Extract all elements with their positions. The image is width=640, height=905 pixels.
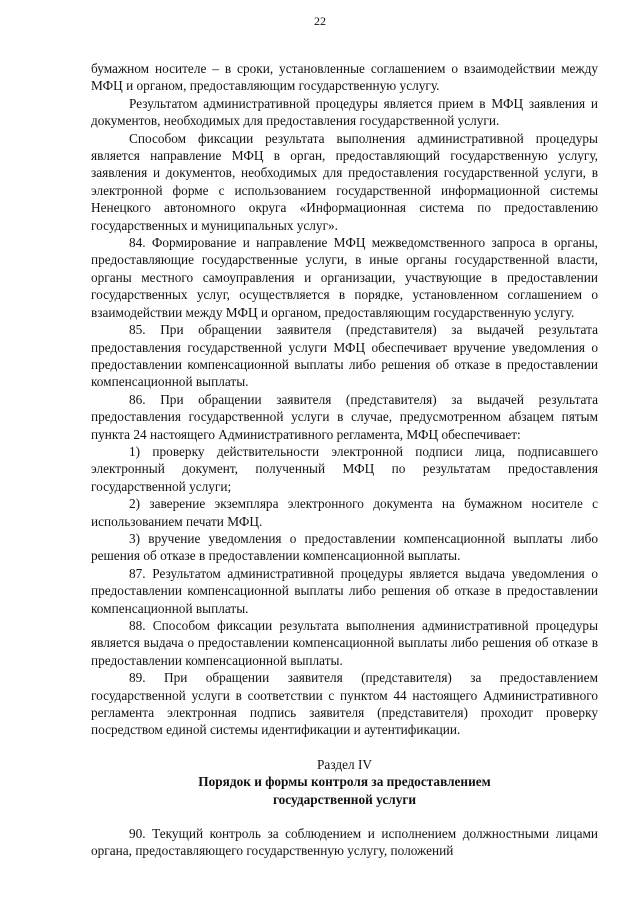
paragraph-p86: 86. При обращении заявителя (представителя) за выдачей результата предоставления государственной услуги в случае, предусмотренном абзацем пятым пункта 24 настоящего Административного регламента, МФЦ обеспечивает: <box>91 391 598 442</box>
top-paragraphs <box>91 60 598 739</box>
paragraph-p88: 88. Способом фиксации результата выполнения административной процедуры является выдача о предоставлении компенсационной выплаты либо решения об отказе в предоставлении компенсационной выплаты. <box>91 618 598 668</box>
paragraph-p90: 90. Текущий контроль за соблюдением и исполнением должностными лицами органа, предоставляющего государственную услугу, положений <box>91 826 598 859</box>
paragraph-p86-2: 2) заверение экземпляра электронного документа на бумажном носителе с использованием печати МФЦ. <box>91 496 598 529</box>
paragraph-p2: Способом фиксации результата выполнения административной процедуры является направление МФЦ в орган, предоставляющий государственную услугу, заявления и документов, необходимых для предоставления государственной услуги, в электронной форме с использованием государственной информационной системы Ненецкого автономного округа «Информационная система по предоставлению государственных и муниципальных услуг». <box>91 130 598 233</box>
section-number: Раздел IV <box>317 756 372 772</box>
document-body <box>91 60 598 860</box>
paragraph-p86-3: 3) вручение уведомления о предоставлении компенсационной выплаты либо решения об отказе в предоставлении компенсационной выплаты. <box>91 530 598 564</box>
paragraph-p0: бумажном носителе – в сроки, установленные соглашением о взаимодействии между МФЦ и органом, предоставляющим государственную услугу. <box>91 61 598 94</box>
paragraph-p1: Результатом административной процедуры является прием в МФЦ заявления и документов, необходимых для предоставления государственной услуги. <box>91 95 598 129</box>
paragraph-p87: 87. Результатом административной процедуры является выдача уведомления о предоставлении компенсационной выплаты либо решения об отказе в предоставлении компенсационной выплаты. <box>91 565 598 616</box>
section-heading <box>91 756 598 808</box>
section-title: Порядок и формы контроля за предоставлением государственной услуги <box>198 774 491 807</box>
page-number: 22 <box>314 14 326 28</box>
bottom-paragraphs <box>91 825 598 860</box>
paragraph-p84: 84. Формирование и направление МФЦ межведомственного запроса в органы, предоставляющие государственные услуги, в иные органы государственной власти, органы местного самоуправления и организации, участвующие в предоставлении государственных услуг, осуществляется в порядке, установленном соглашением о взаимодействии между МФЦ и органом, предоставляющим государственную услугу. <box>91 235 598 320</box>
paragraph-p89: 89. При обращении заявителя (представителя) за предоставлением государственной услуги в соответствии с пунктом 44 настоящего Административного регламента электронная подпись заявителя (представителя) проходит проверку посредством единой системы идентификации и аутентификации. <box>91 670 598 738</box>
paragraph-p86-1: 1) проверку действительности электронной подписи лица, подписавшего электронный документ, полученный МФЦ по результатам предоставления государственной услуги; <box>91 443 598 494</box>
paragraph-p85: 85. При обращении заявителя (представителя) за выдачей результата предоставления государственной услуги МФЦ обеспечивает вручение уведомления о предоставлении компенсационной выплаты либо решения об отказе в предоставлении компенсационной выплаты. <box>91 322 598 390</box>
